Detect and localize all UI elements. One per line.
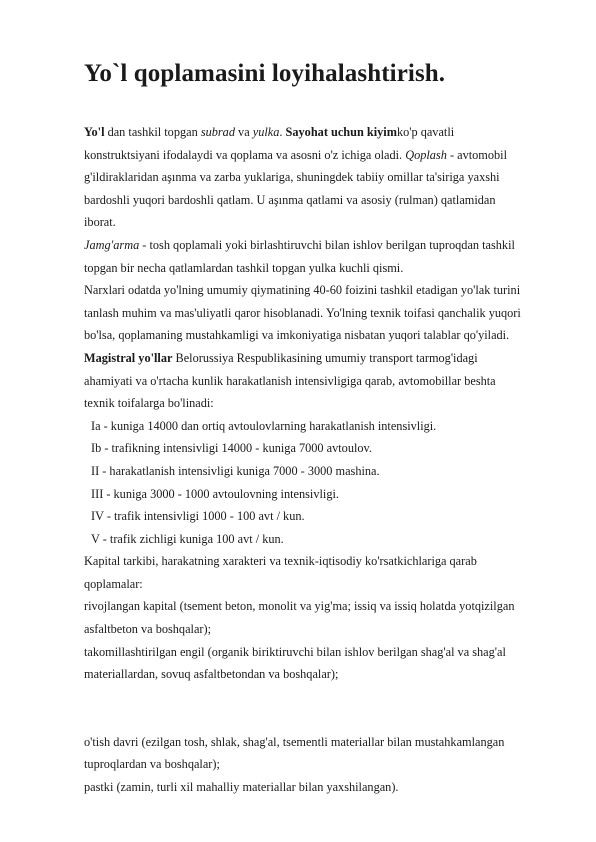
- term-coating: Qoplash: [405, 147, 447, 162]
- page-title: Yo`l qoplamasini loyihalashtirish.: [84, 60, 446, 87]
- text-line: texnik toifalarga bo'linadi:: [84, 396, 214, 411]
- category-item: II - harakatlanish intensivligi kuniga 7000 - 3000 mashina.: [91, 463, 380, 478]
- text-line: [84, 144, 560, 167]
- text-span: - avtomobil: [446, 147, 507, 162]
- text-line: qoplamalar:: [84, 576, 143, 591]
- text-line: ahamiyati va o'rtacha kunlik harakatlanish intensivligiga qarab, avtomobillar beshta: [84, 373, 496, 388]
- text-line: bardoshli yuqori bardoshli qatlam. U aşınma qatlami va asosiy (rulman) qatlamidan: [84, 192, 496, 207]
- text-line: bo'lsa, qoplamaning mustahkamligi va imkoniyatiga nisbatan yuqori talablar qo'yiladi.: [84, 328, 510, 343]
- text-span: konstruktsiyani ifodalaydi va qoplama va asosni o'z ichiga oladi.: [84, 147, 406, 162]
- term-foundation: Jamg'arma: [84, 237, 140, 252]
- term-main-roads: Magistral yo'llar: [84, 350, 173, 365]
- category-item: III - kuniga 3000 - 1000 avtoulovning intensivligi.: [91, 486, 339, 501]
- category-item: Ib - trafikning intensivligi 14000 - kuniga 7000 avtoulov.: [91, 441, 372, 456]
- text-line: Kapital tarkibi, harakatning xarakteri va texnik-iqtisodiy ko'rsatkichlariga qarab: [84, 554, 477, 569]
- paragraph-gap: [84, 686, 560, 731]
- text-span: va: [234, 125, 253, 139]
- category-item: V - trafik zichligi kuniga 100 avt / kun.: [91, 531, 284, 546]
- text-line: o'tish davri (ezilgan tosh, shlak, shag'al, tsementli materiallar bilan mustahkamlangan: [84, 734, 505, 749]
- term-travel-wear: Sayohat uchun kiyim: [285, 125, 397, 139]
- text-line: materiallardan, sovuq asfaltbetondan va boshqalar);: [84, 667, 339, 682]
- text-line: topgan bir necha qatlamlardan tashkil topgan yulka kuchli qismi.: [84, 260, 404, 275]
- text-line: tanlash muhim va mas'uliyatli qaror hisoblanadi. Yo'lning texnik toifasi qanchalik yuqori: [84, 305, 521, 320]
- text-line: [84, 121, 560, 144]
- text-line: Narxlari odatda yo'lning umumiy qiymatining 40-60 foizini tashkil etadigan yo'lak turini: [84, 283, 521, 298]
- text-span: dan tashkil topgan: [104, 125, 201, 139]
- text-line: [84, 234, 560, 257]
- text-span: - tosh qoplamali yoki birlashtiruvchi bilan ishlov berilgan tuproqdan tashkil: [139, 237, 515, 252]
- text-line: pastki (zamin, turli xil mahalliy materiallar bilan yaxshilangan).: [84, 780, 399, 795]
- text-line: iborat.: [84, 215, 116, 230]
- text-line: tuproqlardan va boshqalar);: [84, 757, 220, 772]
- term-road: Yo'l: [84, 125, 105, 139]
- text-line: asfaltbeton va boshqalar);: [84, 622, 212, 637]
- text-line: takomillashtirilgan engil (organik biriktiruvchi bilan ishlov berilgan shag'al va shag'al: [84, 644, 506, 659]
- text-line: g'ildiraklaridan aşınma va zarba yuklariga, shuningdek tabiiy omillar ta'siriga yaxshi: [84, 170, 500, 185]
- text-line: [84, 347, 560, 370]
- text-line: rivojlangan kapital (tsement beton, monolit va yig'ma; issiq va issiq holatda yotqizilgan: [84, 599, 515, 614]
- category-item: IV - trafik intensivligi 1000 - 100 avt / kun.: [91, 509, 305, 524]
- text-span: ko'p qavatli: [396, 125, 455, 139]
- document-body: [84, 121, 560, 799]
- term-pavement: yulka: [252, 125, 280, 139]
- text-span: .: [279, 125, 286, 139]
- term-subgrade: subrad: [200, 125, 235, 139]
- text-span: Belorussiya Respublikasining umumiy transport tarmog'idagi: [172, 350, 478, 365]
- category-item: Ia - kuniga 14000 dan ortiq avtoulovlarning harakatlanish intensivligi.: [91, 418, 437, 433]
